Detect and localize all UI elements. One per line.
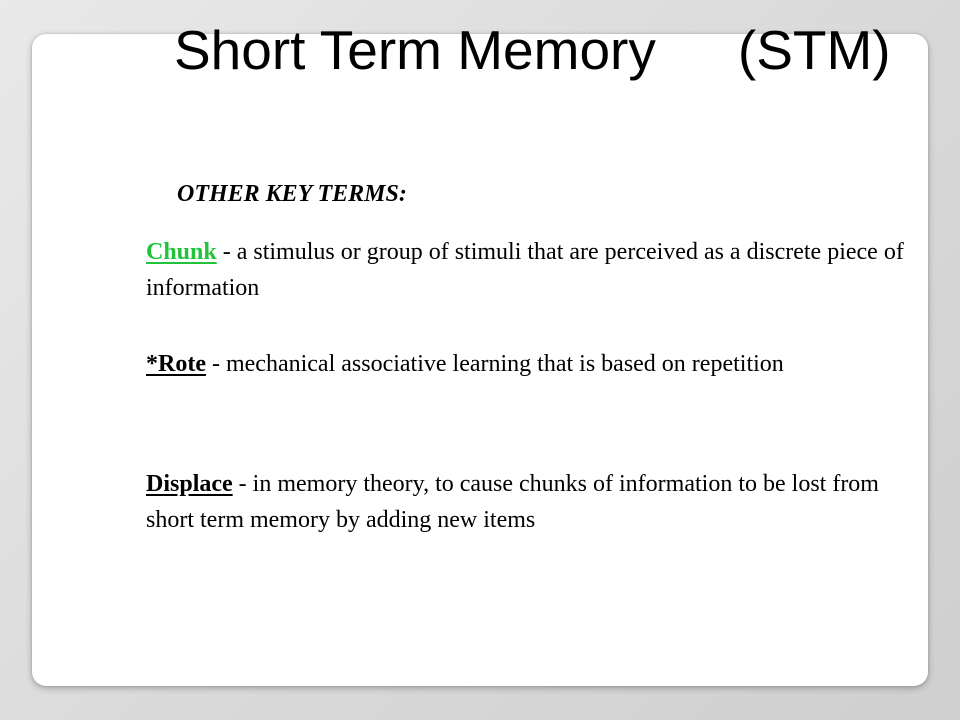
term-definition-chunk: - a stimulus or group of stimuli that are perceived as a discrete piece of information <box>146 239 904 301</box>
term-definition-displace: - in memory theory, to cause chunks of information to be lost from short term memory by adding new items <box>146 471 879 533</box>
slide-title <box>174 14 891 86</box>
title-main: Short Term Memory <box>174 19 656 81</box>
term-displace <box>146 466 886 538</box>
term-word-chunk: Chunk <box>146 239 217 265</box>
key-terms-heading: OTHER KEY TERMS: <box>177 181 407 207</box>
title-abbreviation: (STM) <box>737 19 891 81</box>
term-chunk <box>146 234 946 306</box>
term-word-rote: *Rote <box>146 351 206 377</box>
term-rote <box>146 346 846 382</box>
term-definition-rote: - mechanical associative learning that is based on repetition <box>211 351 784 377</box>
term-word-displace: Displace <box>146 471 233 497</box>
